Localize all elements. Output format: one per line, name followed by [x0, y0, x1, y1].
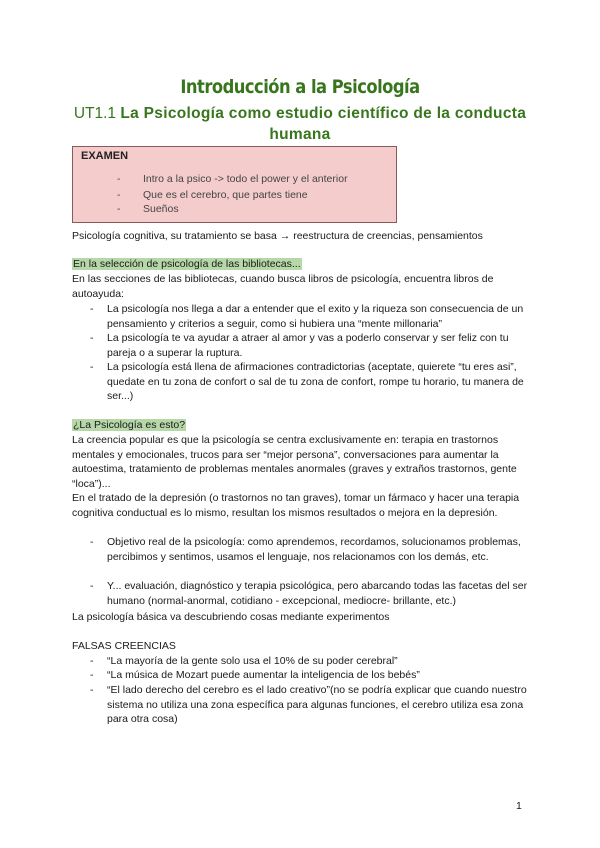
section-heading-libraries: En la selección de psicología de las bibliotecas... [73, 258, 301, 270]
list-item: - “La música de Mozart puede aumentar la inteligencia de los bebés” [90, 669, 420, 681]
page-number: 1 [516, 800, 522, 812]
section-paragraph: La creencia popular es que la psicología se centra exclusivamente en: terapia en trastornos mentales y emocionales, trucos para ser “mejor persona”, conversaciones para aumentar la autoestima, tratamiento de problemas mentales anormales (graves y extraños trastornos, gente “loca”)... [72, 434, 517, 490]
unit-subtitle [60, 103, 540, 145]
page-title: Introducción a la Psicología [180, 76, 420, 98]
list-item: - La psicología te va ayudar a atraer al amor y vas a poderlo conservar y ser feliz con tu pareja o a superar la ruptura. [90, 332, 509, 359]
exam-item: - Intro a la psico -> todo el power y el anterior [117, 173, 348, 185]
section-paragraph: En el tratado de la depresión (o trastornos no tan graves), tomar un fármaco y hacer una terapia cognitiva conductual es lo mismo, resultan los mismos resultados o mejora en la depresión. [72, 492, 520, 519]
exam-item: - Que es el cerebro, que partes tiene [117, 189, 308, 201]
list-item: - La psicología está llena de afirmaciones contradictorias (aceptate, quierete “tu eres asi”, quedate en tu zona de confort o sal de tu zona de confort, rompe tu horario, tu manera de ser...) [90, 361, 524, 402]
section-heading-false-beliefs: FALSAS CREENCIAS [72, 640, 176, 652]
unit-code: UT1.1 [73, 105, 117, 122]
exam-title: EXAMEN [81, 150, 129, 162]
exam-box [72, 146, 397, 223]
list-item: - Objetivo real de la psicología: como aprendemos, recordamos, solucionamos problemas, percibimos y sentimos, usamos el lenguaje, nos relacionamos con los demás, etc. [90, 536, 521, 563]
intro-line: Psicología cognitiva, su tratamiento se basa → reestructura de creencias, pensamientos [72, 230, 483, 242]
list-item: - “La mayoría de la gente solo usa el 10% de su poder cerebral” [90, 655, 398, 667]
section-paragraph: En las secciones de las bibliotecas, cuando busca libros de psicología, encuentra libros de autoayuda: [72, 273, 494, 300]
list-item: - “El lado derecho del cerebro es el lado creativo”(no se podría explicar que cuando nuestro sistema no utiliza una zona específica para algunas funciones, el cerebro utiliza esa zona para otra cosa) [90, 684, 527, 725]
list-item: - Y... evaluación, diagnóstico y terapia psicológica, pero abarcando todas las facetas del ser humano (normal-anormal, cotidiano - excepcional, mediocre- brillante, etc.) [90, 580, 528, 607]
section-heading-question: ¿La Psicología es esto? [73, 419, 186, 431]
list-item: - La psicología nos llega a dar a entender que el exito y la riqueza son consecuencia de un pensamiento y criterios a seguir, como si hubiera una “mente millonaria” [90, 303, 524, 330]
exam-item: - Sueños [117, 203, 179, 215]
section-closing: La psicología básica va descubriendo cosas mediante experimentos [72, 611, 390, 623]
unit-title: La Psicología como estudio científico de la conducta humana [120, 105, 527, 143]
